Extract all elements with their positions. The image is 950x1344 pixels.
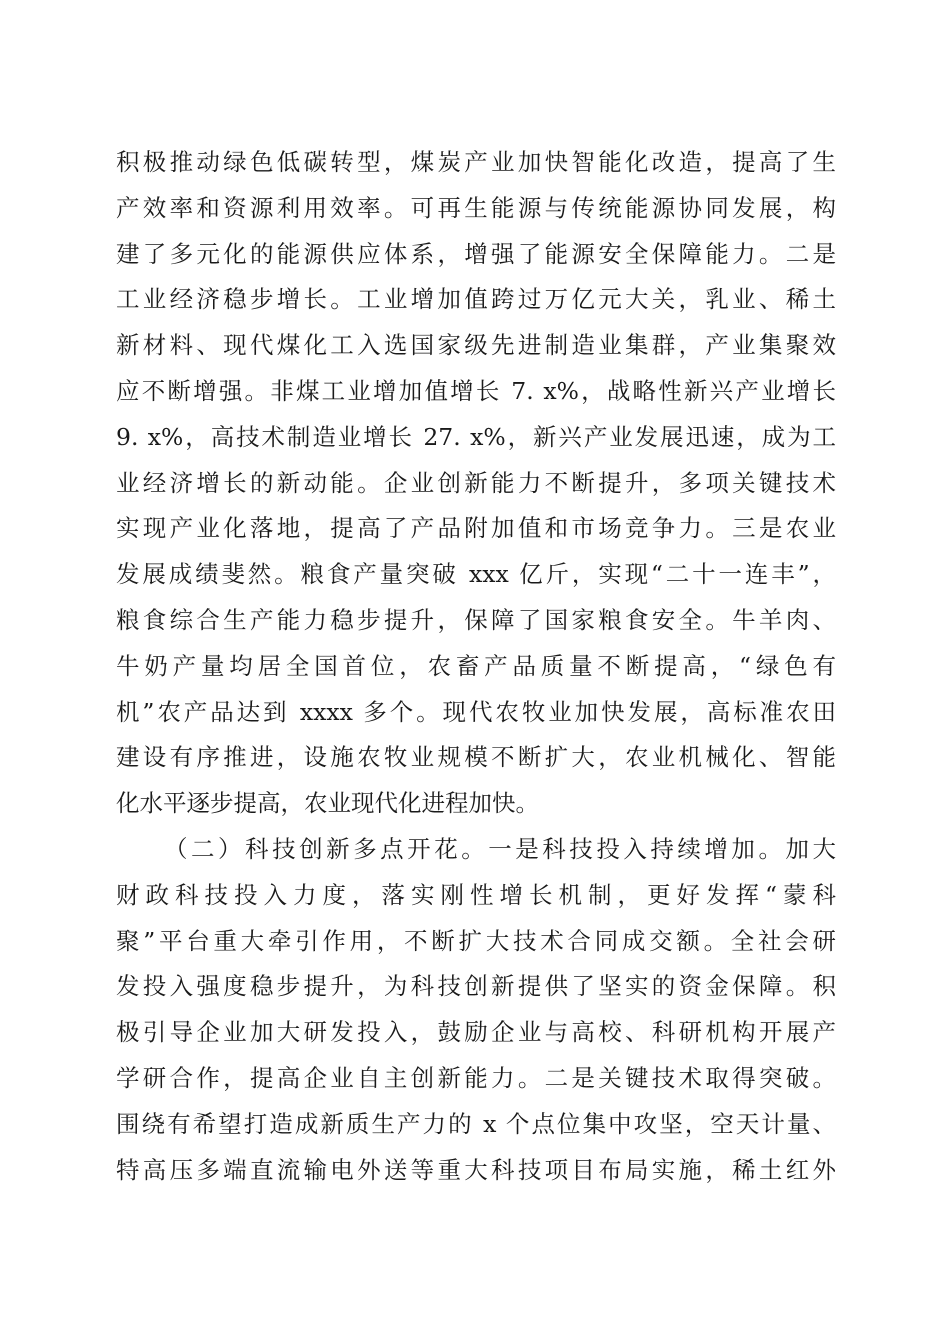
paragraph-end-line: 化水平逐步提高，农业现代化进程加快。 — [116, 789, 539, 818]
section-heading-line: （二）科技创新多点开花。一是科技投入持续增加。加大 — [164, 834, 836, 863]
text-line: 发投入强度稳步提升，为科技创新提供了坚实的资金保障。积 — [116, 972, 836, 1001]
text-line: 建设有序推进，设施农牧业规模不断扩大，农业机械化、智能 — [116, 743, 836, 772]
text-line: 聚”平台重大牵引作用，不断扩大技术合同成交额。全社会研 — [116, 926, 836, 955]
text-line: 财政科技投入力度，落实刚性增长机制，更好发挥“蒙科 — [116, 880, 836, 909]
text-line: 机”农产品达到 xxxx 多个。现代农牧业加快发展，高标准农田 — [116, 697, 836, 726]
text-line: 9. x%，高技术制造业增长 27. x%，新兴产业发展迅速，成为工 — [116, 422, 836, 451]
text-line: 特高压多端直流输电外送等重大科技项目布局实施，稀土红外 — [116, 1155, 836, 1184]
text-line: 围绕有希望打造成新质生产力的 x 个点位集中攻坚，空天计量、 — [116, 1109, 836, 1138]
text-line: 新材料、现代煤化工入选国家级先进制造业集群，产业集聚效 — [116, 331, 836, 360]
text-line: 应不断增强。非煤工业增加值增长 7. x%，战略性新兴产业增长 — [116, 376, 836, 405]
text-line: 积极推动绿色低碳转型，煤炭产业加快智能化改造，提高了生 — [116, 148, 836, 176]
text-line: 学研合作，提高企业自主创新能力。二是关键技术取得突破。 — [116, 1063, 836, 1092]
text-line: 极引导企业加大研发投入，鼓励企业与高校、科研机构开展产 — [116, 1018, 836, 1047]
body-text — [116, 140, 836, 1193]
text-line: 建了多元化的能源供应体系，增强了能源安全保障能力。二是 — [116, 239, 836, 268]
text-line: 业经济增长的新动能。企业创新能力不断提升，多项关键技术 — [116, 468, 836, 497]
text-line: 工业经济稳步增长。工业增加值跨过万亿元大关，乳业、稀土 — [116, 285, 836, 314]
text-line: 粮食综合生产能力稳步提升，保障了国家粮食安全。牛羊肉、 — [116, 605, 836, 634]
text-line: 发展成绩斐然。粮食产量突破 xxx 亿斤，实现“二十一连丰”， — [116, 560, 836, 589]
text-line: 牛奶产量均居全国首位，农畜产品质量不断提高，“绿色有 — [116, 651, 836, 680]
text-line: 产效率和资源利用效率。可再生能源与传统能源协同发展，构 — [116, 193, 836, 222]
text-line: 实现产业化落地，提高了产品附加值和市场竞争力。三是农业 — [116, 514, 836, 543]
